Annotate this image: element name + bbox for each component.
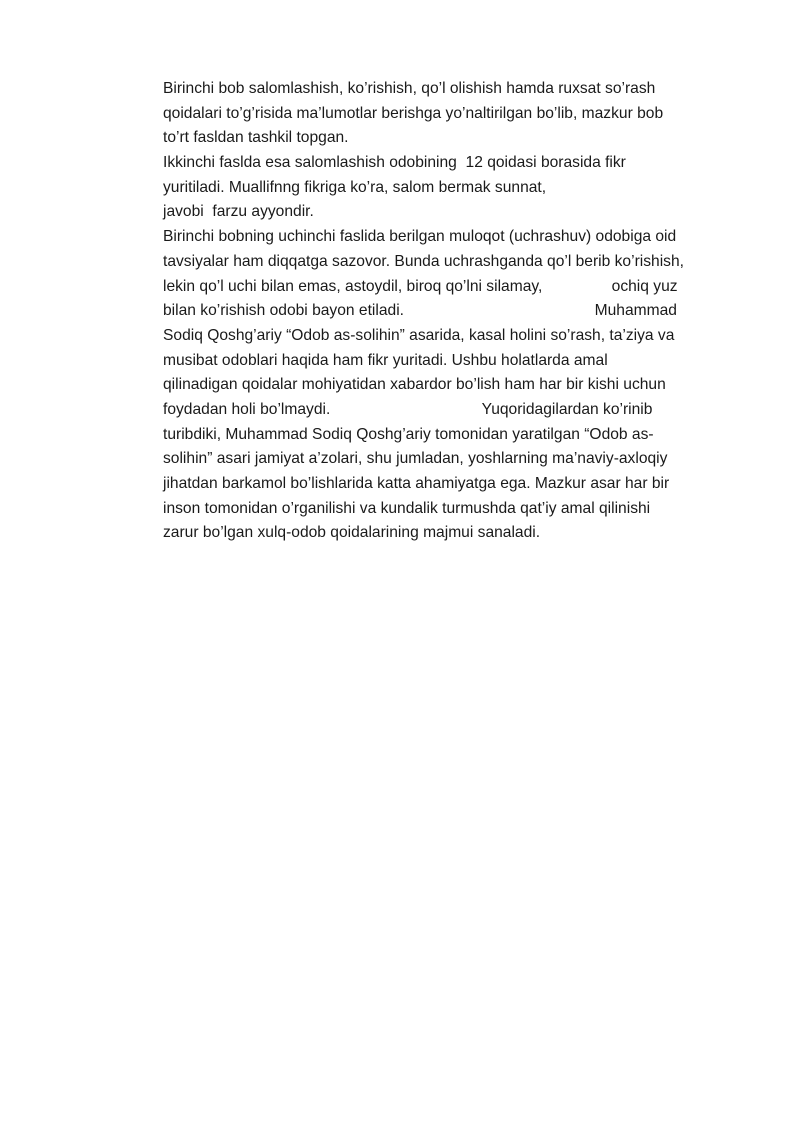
text-line: tavsiyalar ham diqqatga sazovor. Bunda uchrashganda qo’l berib ko’rishish, <box>163 252 684 270</box>
text-line: jihatdan barkamol bo’lishlarida katta ahamiyatga ega. Mazkur asar har bir <box>163 475 670 492</box>
text-line: Birinchi bob salomlashish, ko’rishish, qo’l olishish hamda ruxsat so’rash <box>163 80 656 97</box>
text-line: lekin qo’l uchi bilan emas, astoydil, biroq qo’lni silamay, ochiq yuz <box>163 277 678 295</box>
text-line: turibdiki, Muhammad Sodiq Qoshg’ariy tomonidan yaratilgan “Odob as- <box>163 425 654 443</box>
text-line: solihin” asari jamiyat a’zolari, shu jumladan, yoshlarning ma’naviy-axloqiy <box>163 450 668 468</box>
text-line: Birinchi bobning uchinchi faslida berilgan muloqot (uchrashuv) odobiga oid <box>163 228 677 246</box>
body-text <box>163 77 743 546</box>
text-line: bilan ko’rishish odobi bayon etiladi. Muhammad <box>163 302 677 320</box>
text-line: inson tomonidan o’rganilishi va kundalik turmushda qat’iy amal qilinishi <box>163 499 651 517</box>
text-line: qilinadigan qoidalar mohiyatidan xabardor bo’lish ham har bir kishi uchun <box>163 376 666 394</box>
text-line: yuritiladi. Muallifnng fikriga ko’ra, salom bermak sunnat, <box>163 178 547 196</box>
text-line: to’rt fasldan tashkil topgan. <box>163 129 349 147</box>
text-line: Sodiq Qoshg’ariy “Odob as-solihin” asarida, kasal holini so’rash, ta’ziya va <box>163 326 675 344</box>
text-line: javobi farzu ayyondir. <box>163 203 314 221</box>
text-line: qoidalari to’g’risida ma’lumotlar berishga yo’naltirilgan bo’lib, mazkur bob <box>163 104 664 122</box>
text-line: Ikkinchi faslda esa salomlashish odobining 12 qoidasi borasida fikr <box>163 154 626 172</box>
text-line: zarur bo’lgan xulq-odob qoidalarining majmui sanaladi. <box>163 524 541 542</box>
text-line: musibat odoblari haqida ham fikr yuritadi. Ushbu holatlarda amal <box>163 351 608 369</box>
text-line: foydadan holi bo’lmaydi. Yuqoridagilardan ko’rinib <box>163 400 653 418</box>
